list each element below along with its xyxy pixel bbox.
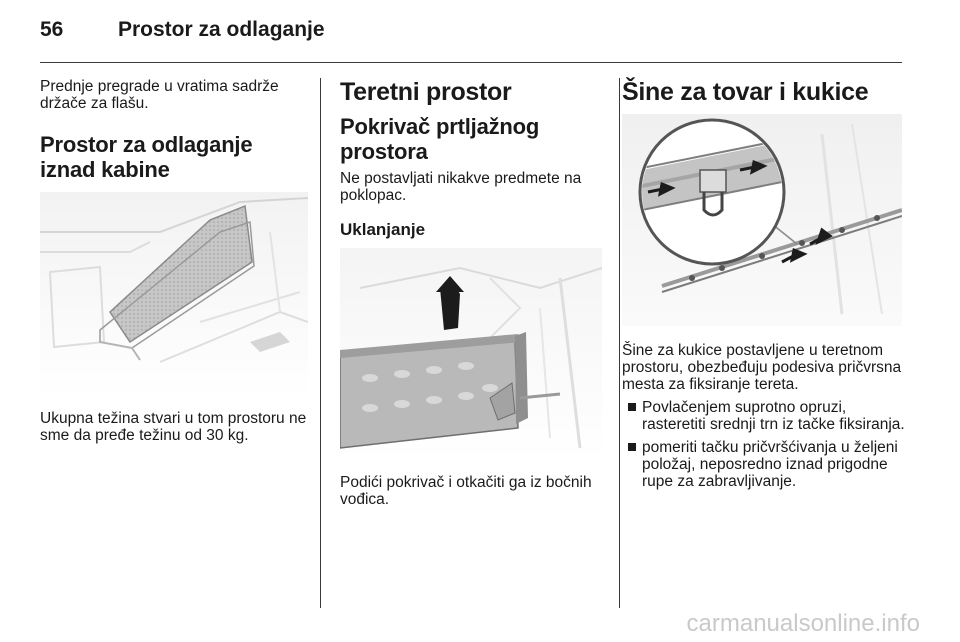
section-heading-rails-hooks: Šine za tovar i kukice bbox=[622, 78, 869, 106]
column-middle bbox=[340, 78, 608, 508]
bullet-square-icon bbox=[628, 403, 636, 411]
section-heading-cargo-area: Teretni prostor bbox=[340, 78, 512, 106]
page-header bbox=[0, 0, 960, 62]
rails-hooks-illustration bbox=[622, 114, 902, 326]
page-title: Prostor za odlaganje bbox=[118, 18, 325, 41]
section-heading-overhead-storage: Prostor za odlaganje iznad kabine bbox=[40, 132, 253, 182]
instruction-list bbox=[622, 399, 912, 490]
intro-text: Prednje pregrade u vratima sadrže držače za flašu. bbox=[40, 78, 279, 112]
subheading-luggage-cover: Pokrivač prtljažnog prostora bbox=[340, 114, 540, 164]
removal-caption: Podići pokrivač i otkačiti ga iz bočnih vođica. bbox=[340, 474, 592, 508]
cover-note: Ne postavljati nikakve predmete na poklopac. bbox=[340, 170, 582, 204]
subheading-removal: Uklanjanje bbox=[340, 220, 426, 239]
header-rule bbox=[40, 62, 902, 63]
rails-description: Šine za kukice postavljene u teretnom prostoru, obezbeđuju podesiva pričvrsna mesta za fiksiranje tereta. bbox=[622, 342, 902, 393]
page-number: 56 bbox=[40, 18, 64, 41]
overhead-storage-illustration bbox=[40, 192, 308, 398]
column-divider-1 bbox=[320, 78, 321, 608]
column-divider-2 bbox=[619, 78, 620, 608]
bullet-square-icon bbox=[628, 443, 636, 451]
list-item: pomeriti tačku pričvršćivanja u željeni položaj, neposredno iznad prigodne rupe za zabravljivanje. bbox=[622, 439, 912, 490]
weight-limit-caption: Ukupna težina stvari u tom prostoru ne sme da pređe težinu od 30 kg. bbox=[40, 410, 307, 444]
cover-removal-illustration bbox=[340, 248, 602, 460]
column-right bbox=[622, 78, 912, 490]
watermark: carmanualsonline.info bbox=[686, 610, 920, 637]
list-item: Povlačenjem suprotno opruzi, rasteretiti srednji trn iz tačke fiksiranja. bbox=[622, 399, 912, 433]
column-left bbox=[40, 78, 308, 444]
